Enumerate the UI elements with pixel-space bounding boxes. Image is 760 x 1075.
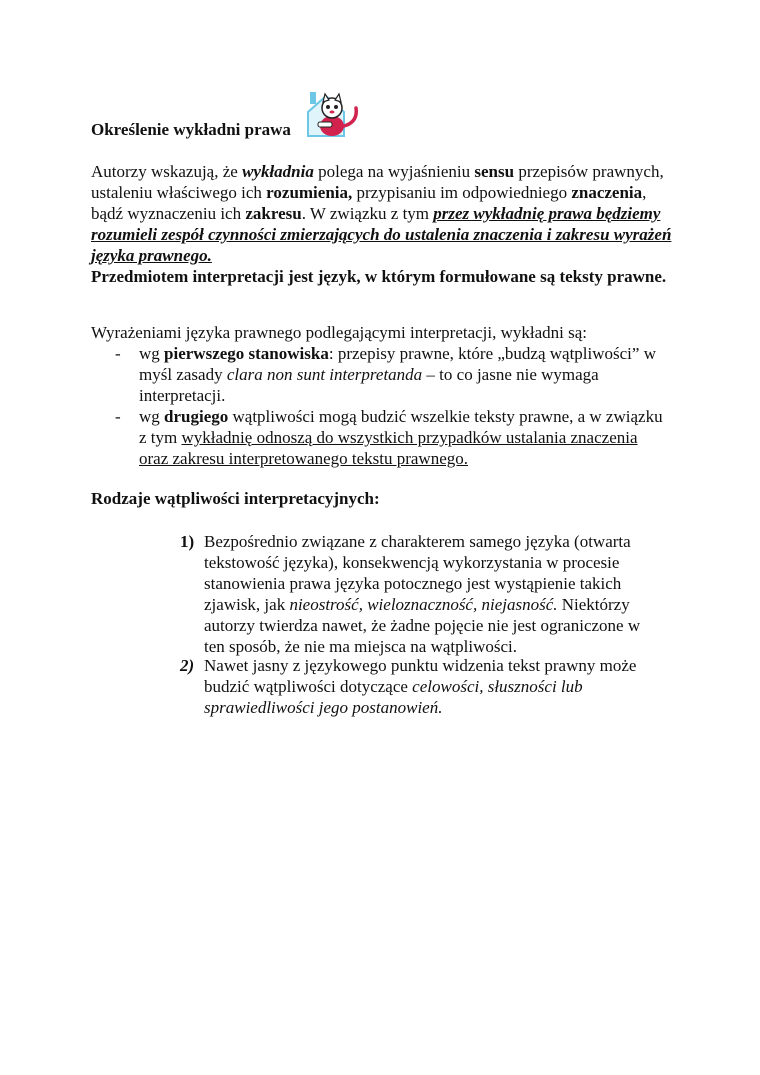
term-wykladnia: wykładnia — [242, 162, 314, 181]
intro-text: przypisaniu im odpowiedniego — [352, 183, 572, 202]
italic-terms: nieostrość, wieloznaczność, niejasność. — [289, 595, 558, 614]
italic-terms: celowości, słuszności lub sprawiedliwości jego postanowień. — [204, 677, 583, 717]
page-title: Określenie wykładni prawa — [91, 120, 291, 139]
list-number: 1) — [180, 532, 195, 551]
intro-text: polega na wyjaśnieniu — [313, 162, 475, 181]
intro-text: przepisów prawnych, ustaleniu właściwego ich — [91, 162, 664, 202]
list-item-text — [139, 406, 665, 469]
term-sensu: sensu — [474, 162, 515, 181]
section-heading: Rodzaje wątpliwości interpretacyjnych: — [91, 489, 380, 508]
intro-text: Autorzy wskazują, że — [91, 162, 243, 181]
text: : przepisy prawne, które „budzą wątpliwości” w myśl zasady — [139, 344, 656, 384]
term-rozumienia: rozumienia, — [266, 183, 353, 202]
definition-underlined: przez wykładnię prawa będziemy rozumieli zespół czynności zmierzających do ustalenia znaczenia i zakresu wyrażeń języka prawnego. — [91, 204, 672, 265]
text: Nawet jasny z językowego punktu widzenia tekst prawny może budzić wątpliwości dotyczące — [204, 656, 637, 696]
list-item-text — [204, 531, 652, 657]
text: wg — [139, 344, 165, 363]
text: wg — [139, 407, 165, 426]
text: wątpliwości mogą budzić wszelkie teksty prawne, a w związku z tym — [139, 407, 663, 447]
list-item-text — [204, 655, 652, 718]
dash-bullet: - — [115, 344, 121, 363]
lead-sentence: Wyrażeniami języka prawnego podlegającymi interpretacji, wykładni są: — [91, 323, 588, 342]
term-zakresu: zakresu — [245, 204, 302, 223]
underlined-text: wykładnię odnoszą do wszystkich przypadków ustalania znaczenia oraz zakresu interpretowanego tekstu prawnego. — [139, 428, 638, 468]
intro-paragraph — [91, 161, 681, 287]
text: Niektórzy autorzy twierdza nawet, że żadne pojęcie nie jest ograniczone w ten sposób, że nie ma miejsca na wątpliwości. — [204, 595, 641, 656]
term-znaczenia: znaczenia — [571, 183, 643, 202]
term-pierwszego-stanowiska: pierwszego stanowiska — [164, 344, 329, 363]
list-number: 2) — [180, 656, 195, 675]
text: – to co jasne nie wymaga interpretacji. — [139, 365, 599, 405]
subject-of-interpretation: Przedmiotem interpretacji jest język, w którym formułowane są teksty prawne. — [91, 267, 667, 286]
latin-maxim: clara non sunt interpretanda — [226, 365, 423, 384]
list-item-text — [139, 343, 665, 406]
dash-bullet: - — [115, 407, 121, 426]
text: Bezpośrednio związane z charakterem samego języka (otwarta tekstowość języka), konsekwencją wykorzystania w procesie stanowienia prawa języka potocznego jest wystąpienie takich zjawisk, jak — [204, 532, 631, 614]
cartoon-cat-clipart-icon — [302, 88, 364, 138]
term-drugiego: drugiego — [164, 407, 229, 426]
intro-text: . W związku z tym — [301, 204, 434, 223]
intro-text: , bądź wyznaczeniu ich — [91, 183, 647, 223]
